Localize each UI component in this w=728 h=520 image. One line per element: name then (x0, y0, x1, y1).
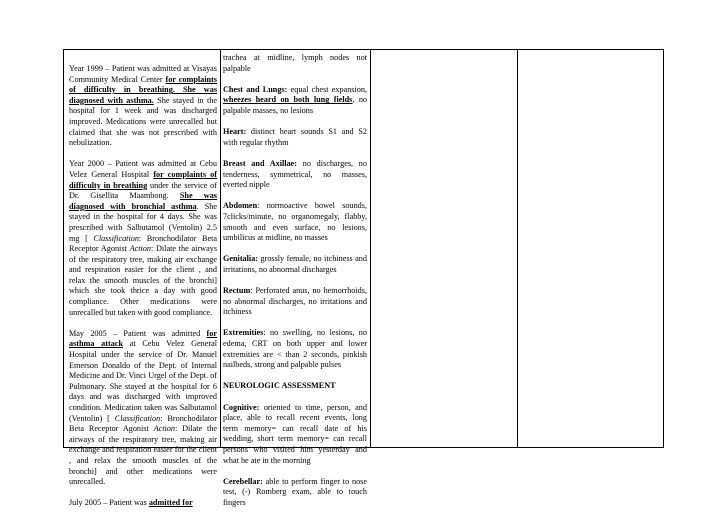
assessment-genitalia (223, 254, 367, 275)
text: trachea at midline, lymph nodes not palpable (223, 53, 367, 73)
text: July 2005 – Patient was (69, 498, 149, 508)
text: : Bronchodilator Beta Receptor Agonist (69, 233, 217, 254)
history-column (69, 64, 217, 520)
italic-text: Action (153, 424, 175, 434)
text: She stayed in the hospital for 1 week and was discharged improved. Medications were unrecalled but claimed that she was not prescribed with nebulization. (69, 95, 217, 148)
italic-text: Classification (93, 233, 139, 243)
section-heading: NEUROLOGIC ASSESSMENT (223, 381, 336, 391)
text: : normoactive bowel sounds, 7clicks/minute, no organomegaly, flabby, smooth and even surface, no lesions, umbilicus at midline, no masses (223, 201, 367, 243)
text: under the service of Dr. Gisellita Maambong. (69, 180, 218, 201)
text: equal chest expansion, (287, 84, 367, 94)
text: , no palpable masses, no lesions (223, 95, 368, 115)
section-heading: Heart: (223, 127, 247, 137)
text: oriented to time, person, and place, able to recall recent events, long term memory= can recall date of his wedding, short term memory= can recall persons who visited him yesterday and what he ate in the morning (223, 402, 367, 465)
table-left-border (63, 49, 64, 448)
section-heading: Cognitive: (223, 402, 260, 412)
assessment-neck (223, 53, 367, 74)
table-right-border (663, 49, 664, 448)
text: . She stayed in the hospital for 4 days. She was prescribed with Salbutamol (Ventolin) 2.5 mg [ (69, 201, 217, 243)
assessment-column (223, 53, 367, 519)
text: Year 2000 – Patient was admitted at Cebu Velez General Hospital (69, 159, 217, 179)
emphasis: wheezes heard on both lung fields (223, 95, 353, 105)
text: May 2005 – Patient was admitted (69, 328, 207, 338)
text: Year 1999 – Patient was admitted at Visayas Community Medical Center (69, 64, 217, 84)
section-heading: Chest and Lungs: (223, 84, 288, 94)
emphasis: She was diagnosed with bronchial asthma (69, 191, 217, 211)
history-2000 (69, 159, 217, 318)
assessment-breast-axillae (223, 159, 367, 191)
section-heading: Abdomen (223, 201, 258, 211)
column-divider-1 (220, 49, 221, 448)
assessment-extremities (223, 328, 367, 370)
italic-text: Classification (114, 413, 161, 423)
emphasis: for complaints of difficulty in breathing (69, 169, 217, 190)
column-divider-3 (517, 49, 518, 448)
section-heading: Cerebellar: (223, 476, 263, 486)
text: : Dilate the airways of the respiratory tree, making air exchange and respiration easier for the client , and relax the smooth muscles of the bronchi] and other medications were unrecalled. (69, 424, 217, 487)
assessment-rectum (223, 286, 367, 318)
text: at Cebu Velez General Hospital under the service of Dr. Manuel Emerson Donaldo of the Dept. of Internal Medicine and Dr. Vinci Urgel of the Dept. of Pulmonary. She stayed at the hospital for 6 days and was discharged with improved condition. Medication taken was Salbutamol (Ventolin) [ (69, 339, 217, 423)
history-july-2005 (69, 498, 217, 509)
text: : Bronchodilator Beta Receptor Agonist (69, 413, 217, 434)
assessment-cerebellar (223, 477, 367, 509)
neurologic-assessment-heading (223, 381, 367, 392)
column-divider-2 (370, 49, 371, 448)
text: no discharges, no tenderness, symmetrical, no masses, everted nipple (223, 158, 367, 190)
text: distinct heart sounds S1 and S2 with regular rhythm (223, 127, 367, 147)
text: : Perforated anus, no hemorrhoids, no abnormal discharges, no irritations and itchiness (223, 286, 367, 317)
table-top-border (63, 49, 664, 50)
emphasis: for asthma attack (69, 328, 217, 349)
text: : Dilate the airways of the respiratory tree, making air exchange and respiration easier for the client , and relax the smooth muscles of the bronchi] which she took thrice a day with good compliance. Other medications were unrecalled but taken with good compliance. (69, 244, 218, 317)
history-1999 (69, 64, 217, 149)
emphasis: admitted for (148, 498, 193, 508)
text: : no swelling, no lesions, no edema, CRT on both upper and lower extremities are < than 2 seconds, pinkish nailbeds, strong and palpable pulses (223, 328, 367, 370)
italic-text: Action (129, 244, 151, 254)
text: grossly female, no itchiness and irritations, no abnormal discharges (223, 254, 367, 274)
assessment-abdomen (223, 201, 367, 243)
assessment-cognitive (223, 403, 367, 467)
section-heading: Rectum (223, 286, 251, 296)
assessment-chest-lungs (223, 85, 367, 117)
section-heading: Breast and Axillae: (223, 158, 298, 168)
text: able to perform finger to nose test, (-) Romberg exam, able to touch fingers (223, 476, 367, 507)
section-heading: Extremities (223, 328, 264, 338)
section-heading: Genitalia: (223, 254, 259, 264)
emphasis: for complaints of difficulty in breathing. She was diagnosed with asthma. (69, 74, 217, 105)
assessment-heart (223, 127, 367, 148)
history-may-2005 (69, 329, 217, 488)
